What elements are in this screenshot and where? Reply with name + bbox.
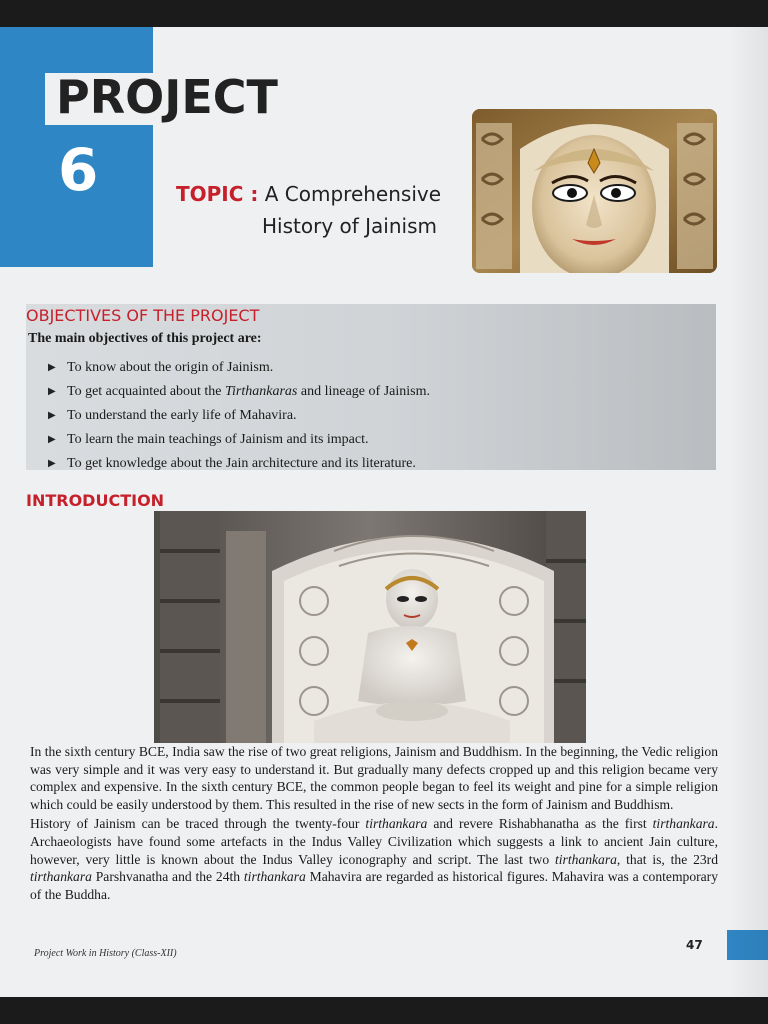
introduction-body xyxy=(30,743,718,905)
objective-item: ▶ To learn the main teachings of Jainism and its impact. xyxy=(46,428,430,452)
textbook-page xyxy=(0,27,768,997)
topic-label: TOPIC : xyxy=(176,182,259,206)
page-number: 47 xyxy=(686,938,703,952)
jain-idol-face-image xyxy=(472,109,717,273)
topic-text-line1: A Comprehensive xyxy=(264,182,442,206)
intro-paragraph-1: In the sixth century BCE, India saw the rise of two great religions, Jainism and Buddhism. In the beginning, the Vedic religion was very simple and it was very easy to understand it. But gradually many defects cropped up and this religion became very complex and expensive. In the sixth century BCE, the common people began to feel its weight and pine for a simple religion which could be easily understood by them. This resulted in the rise of new sects in the form of Jainism and Buddhism. xyxy=(30,744,718,812)
triangle-bullet-icon: ▶ xyxy=(48,386,56,397)
project-number: 6 xyxy=(58,136,99,204)
objective-item: ▶ To get acquainted about the Tirthankaras and lineage of Jainism. xyxy=(46,380,430,404)
topic-heading xyxy=(176,182,441,206)
objective-item: ▶ To know about the origin of Jainism. xyxy=(46,356,430,380)
topic-text-line2: History of Jainism xyxy=(262,214,437,238)
objectives-list xyxy=(46,356,430,476)
jain-statue-temple-image xyxy=(154,511,586,743)
project-heading: PROJECT xyxy=(56,70,278,124)
footer-book-title: Project Work in History (Class-XII) xyxy=(34,948,177,959)
triangle-bullet-icon: ▶ xyxy=(48,434,56,445)
introduction-heading: INTRODUCTION xyxy=(26,491,165,510)
triangle-bullet-icon: ▶ xyxy=(48,410,56,421)
objective-item: ▶ To get knowledge about the Jain architecture and its literature. xyxy=(46,452,430,476)
page-fold-shadow xyxy=(728,27,768,997)
objectives-heading: OBJECTIVES OF THE PROJECT xyxy=(26,306,260,325)
objectives-subtitle: The main objectives of this project are: xyxy=(28,331,262,346)
intro-paragraph-2: History of Jainism can be traced through the twenty-four tirthankara and revere Rishabhanatha as the first tirthankara. Archaeologists have found some artefacts in the Indus Valley Civilization which suggests a link to ancient Jain culture, however, very little is known about the Indus Valley iconography and script. The last two tirthankara, that is, the 23rd tirthankara Parshvanatha and the 24th tirthankara Mahavira are regarded as historical figures. Mahavira was a contemporary of the Buddha. xyxy=(30,816,718,902)
triangle-bullet-icon: ▶ xyxy=(48,362,56,373)
objective-item: ▶ To understand the early life of Mahavira. xyxy=(46,404,430,428)
triangle-bullet-icon: ▶ xyxy=(48,458,56,469)
